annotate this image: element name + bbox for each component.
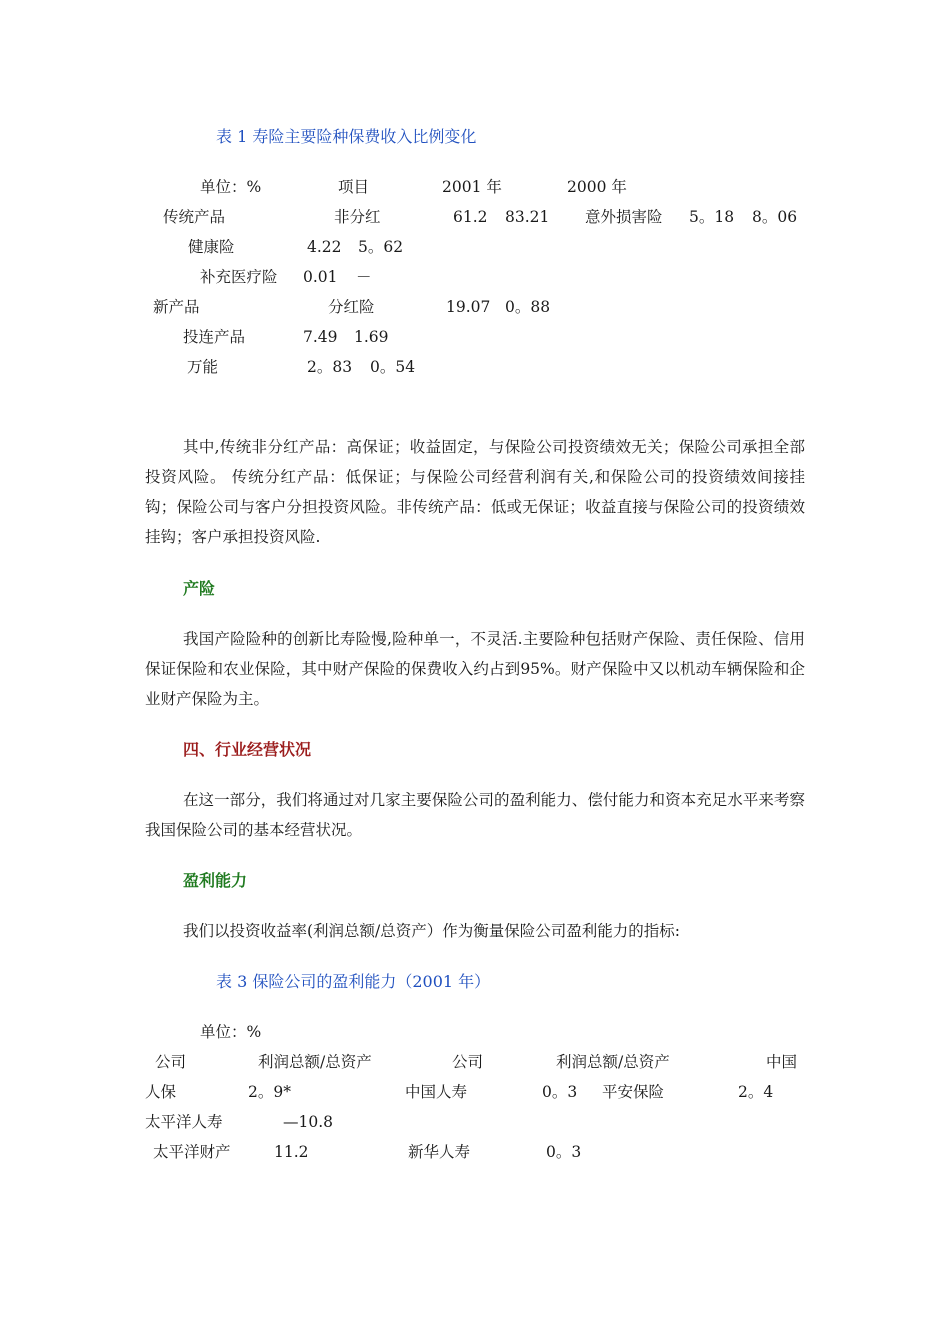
table1-header-2000: 2000 年 <box>567 178 627 196</box>
table3-unit: 单位：% <box>200 1023 262 1041</box>
table1-header-item: 项目 <box>338 178 370 196</box>
table1-cell: 投连产品 <box>183 328 246 346</box>
table3-cell: 2。9* <box>248 1083 291 1101</box>
paragraph-product-types: 其中,传统非分红产品：高保证；收益固定，与保险公司投资绩效无关；保险公司承担全部投资风险。 传统分红产品：低保证；与保险公司经营利润有关,和保险公司的投资绩效间接挂钩；保险公司与客户分担投资风险。非传统产品：低或无保证；收益直接与保险公司的投资绩效挂钩；客户承担投资风险. <box>145 438 805 546</box>
table3-cell: 平安保险 <box>602 1083 665 1101</box>
table3-cell: 11.2 <box>274 1143 309 1161</box>
paragraph-industry-status: 在这一部分，我们将通过对几家主要保险公司的盈利能力、偿付能力和资本充足水平来考察我国保险公司的基本经营状况。 <box>145 791 805 839</box>
heading-property-insurance: 产险 <box>183 579 216 598</box>
table1-cell: 5。18 <box>689 208 735 226</box>
table3-cell: 0。3 <box>546 1143 582 1161</box>
table3-caption: 表 3 保险公司的盈利能力（2001 年） <box>216 972 491 991</box>
table1-cell: 0。54 <box>370 358 416 376</box>
table3-cell: 2。4 <box>738 1083 774 1101</box>
table3-cell: 中国 <box>766 1053 798 1071</box>
table1-cell: 0.01 <box>303 268 338 286</box>
table1-cell: 61.2 <box>453 208 488 226</box>
table3-cell: —10.8 <box>283 1113 334 1131</box>
table1-cell: 7.49 <box>303 328 338 346</box>
table3-header-company: 公司 <box>155 1053 187 1071</box>
table1-cell: 2。83 <box>307 358 353 376</box>
table1-cell: 传统产品 <box>163 208 226 226</box>
table3-cell: 太平洋人寿 <box>145 1113 223 1131</box>
table1-cell: 4.22 <box>307 238 342 256</box>
table1-cell: － <box>356 268 372 286</box>
table1-header-2001: 2001 年 <box>442 178 502 196</box>
paragraph-property-insurance: 我国产险险种的创新比寿险慢,险种单一，不灵活.主要险种包括财产保险、责任保险、信用保证保险和农业保险，其中财产保险的保费收入约占到95%。财产保险中又以机动车辆保险和企业财产保险为主。 <box>145 630 805 708</box>
table1-cell: 分红险 <box>328 298 375 316</box>
table1-caption: 表 1 寿险主要险种保费收入比例变化 <box>216 127 477 146</box>
table3-header-ratio: 利润总额/总资产 <box>556 1053 670 1071</box>
heading-industry-status: 四、行业经营状况 <box>183 740 312 759</box>
table3-cell: 人保 <box>145 1083 177 1101</box>
table1-cell: 1.69 <box>354 328 389 346</box>
table1-cell: 83.21 <box>505 208 550 226</box>
heading-profitability: 盈利能力 <box>183 871 248 890</box>
table3-header-ratio: 利润总额/总资产 <box>258 1053 372 1071</box>
table3-cell: 0。3 <box>542 1083 578 1101</box>
table1-cell: 0。88 <box>505 298 551 316</box>
paragraph-profitability: 我们以投资收益率(利润总额/总资产）作为衡量保险公司盈利能力的指标: <box>183 922 680 940</box>
table1-cell: 非分红 <box>334 208 381 226</box>
table1-unit: 单位：% <box>200 178 262 196</box>
table3-cell: 中国人寿 <box>405 1083 468 1101</box>
table1-cell: 8。06 <box>752 208 798 226</box>
table1-cell: 5。62 <box>358 238 404 256</box>
table1-cell: 新产品 <box>153 298 200 316</box>
table3-cell: 新华人寿 <box>408 1143 471 1161</box>
table1-cell: 意外损害险 <box>585 208 663 226</box>
table3-header-company: 公司 <box>452 1053 484 1071</box>
table1-cell: 19.07 <box>446 298 491 316</box>
table3-cell: 太平洋财产 <box>153 1143 231 1161</box>
table1-cell: 万能 <box>187 358 219 376</box>
table1-cell: 健康险 <box>188 238 235 256</box>
table1-cell: 补充医疗险 <box>200 268 278 286</box>
